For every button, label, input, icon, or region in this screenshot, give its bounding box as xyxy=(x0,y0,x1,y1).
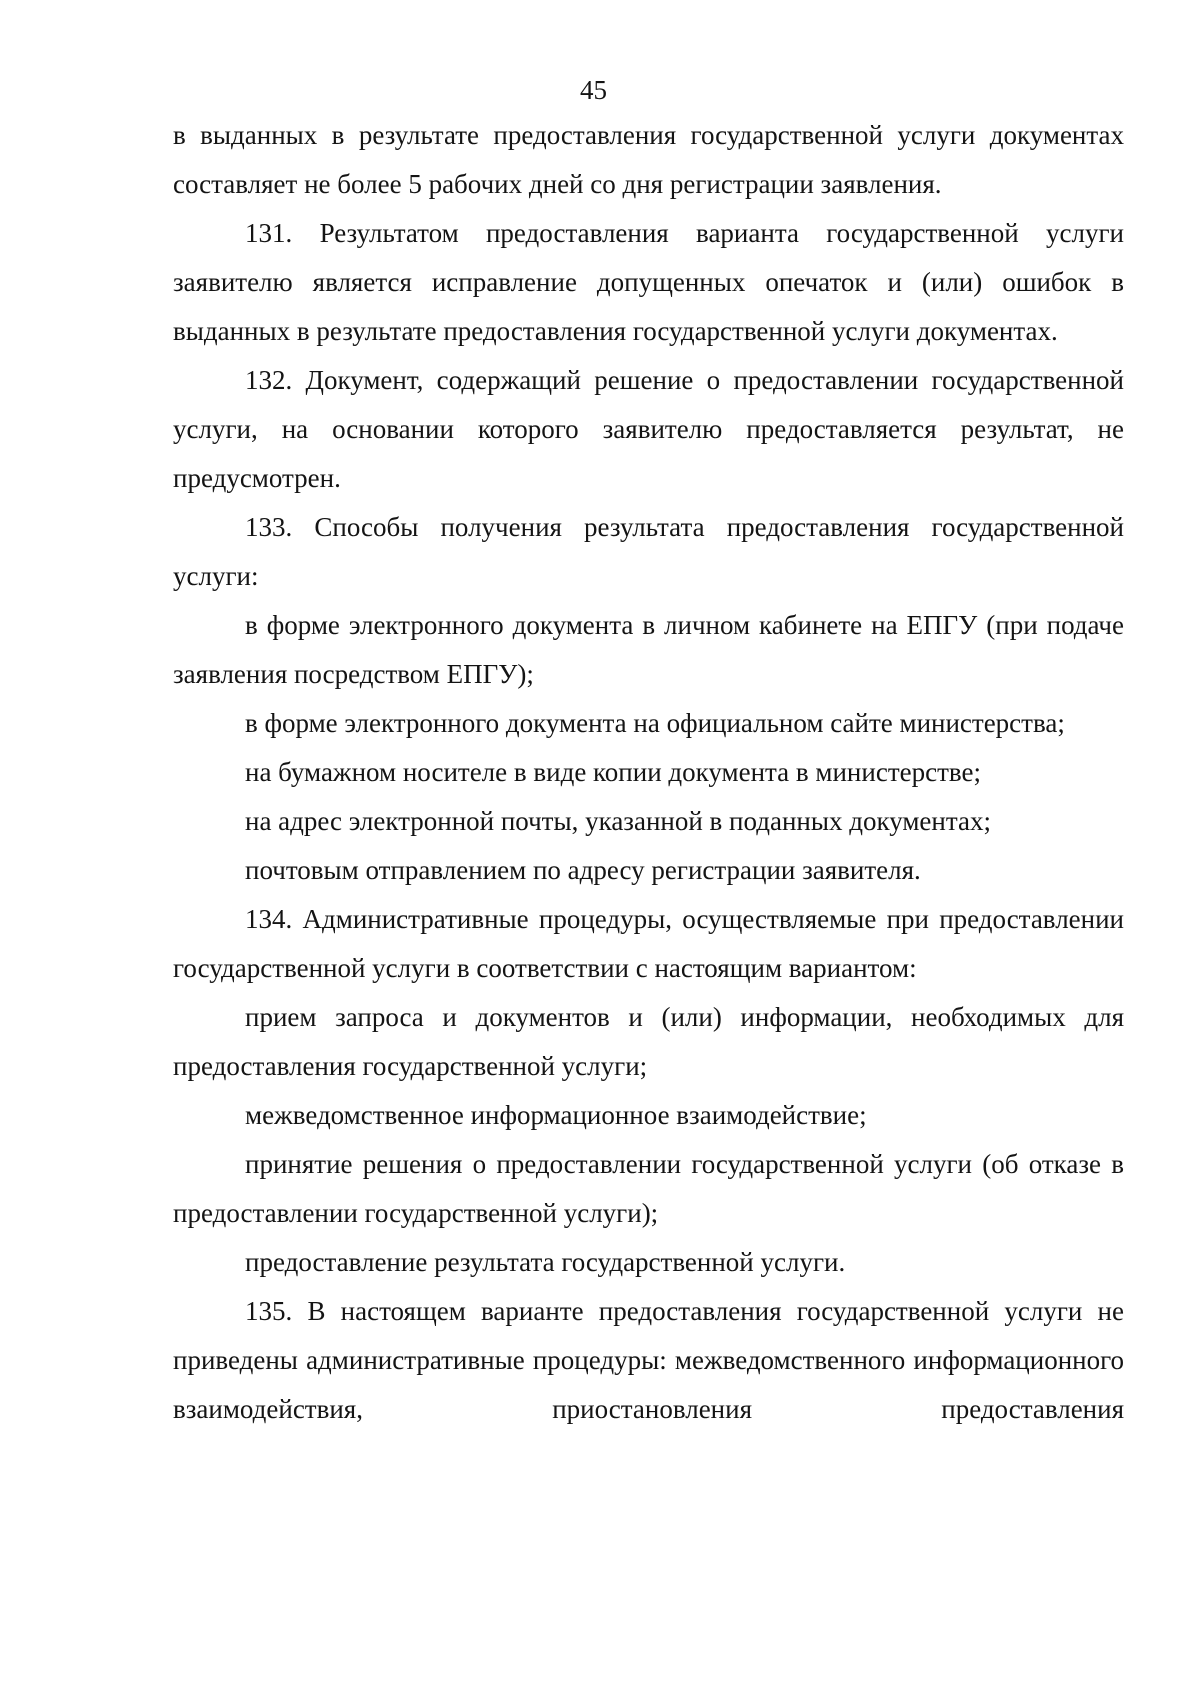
list-item-email: на адрес электронной почты, указанной в поданных документах; xyxy=(245,806,991,836)
paragraph-132: 132. Документ, содержащий решение о предоставлении государственной услуги, на основании которого заявителю предоставляется результат, не предусмотрен. xyxy=(173,365,1124,493)
paragraph-continuation: в выданных в результате предоставления государственной услуги документах составляет не более 5 рабочих дней со дня регистрации заявления. xyxy=(173,120,1124,199)
document-body xyxy=(173,111,1124,1434)
paragraph-134: 134. Административные процедуры, осуществляемые при предоставлении государственной услуги в соответствии с настоящим вариантом: xyxy=(173,904,1124,983)
paragraph-135: 135. В настоящем варианте предоставления государственной услуги не приведены административные процедуры: межведомственного информационного взаимодействия, приостановления предоставления xyxy=(173,1296,1124,1424)
page-number: 45 xyxy=(580,75,607,105)
paragraph-131: 131. Результатом предоставления варианта государственной услуги заявителю является исправление допущенных опечаток и (или) ошибок в выданных в результате предоставления государственной услуги документах. xyxy=(173,218,1124,346)
procedure-item-result: предоставление результата государственной услуги. xyxy=(245,1247,846,1277)
procedure-item-decision: принятие решения о предоставлении государственной услуги (об отказе в предоставлении государственной услуги); xyxy=(173,1149,1124,1228)
procedure-item-interagency: межведомственное информационное взаимодействие; xyxy=(245,1100,867,1130)
paragraph-133: 133. Способы получения результата предоставления государственной услуги: xyxy=(173,512,1124,591)
list-item-postal-mail: почтовым отправлением по адресу регистрации заявителя. xyxy=(245,855,921,885)
list-item-paper-copy: на бумажном носителе в виде копии документа в министерстве; xyxy=(245,757,981,787)
procedure-item-request-intake: прием запроса и документов и (или) информации, необходимых для предоставления государственной услуги; xyxy=(173,1002,1124,1081)
list-item-official-site: в форме электронного документа на официальном сайте министерства; xyxy=(245,708,1065,738)
list-item-epgu-cabinet: в форме электронного документа в личном кабинете на ЕПГУ (при подаче заявления посредством ЕПГУ); xyxy=(173,610,1124,689)
